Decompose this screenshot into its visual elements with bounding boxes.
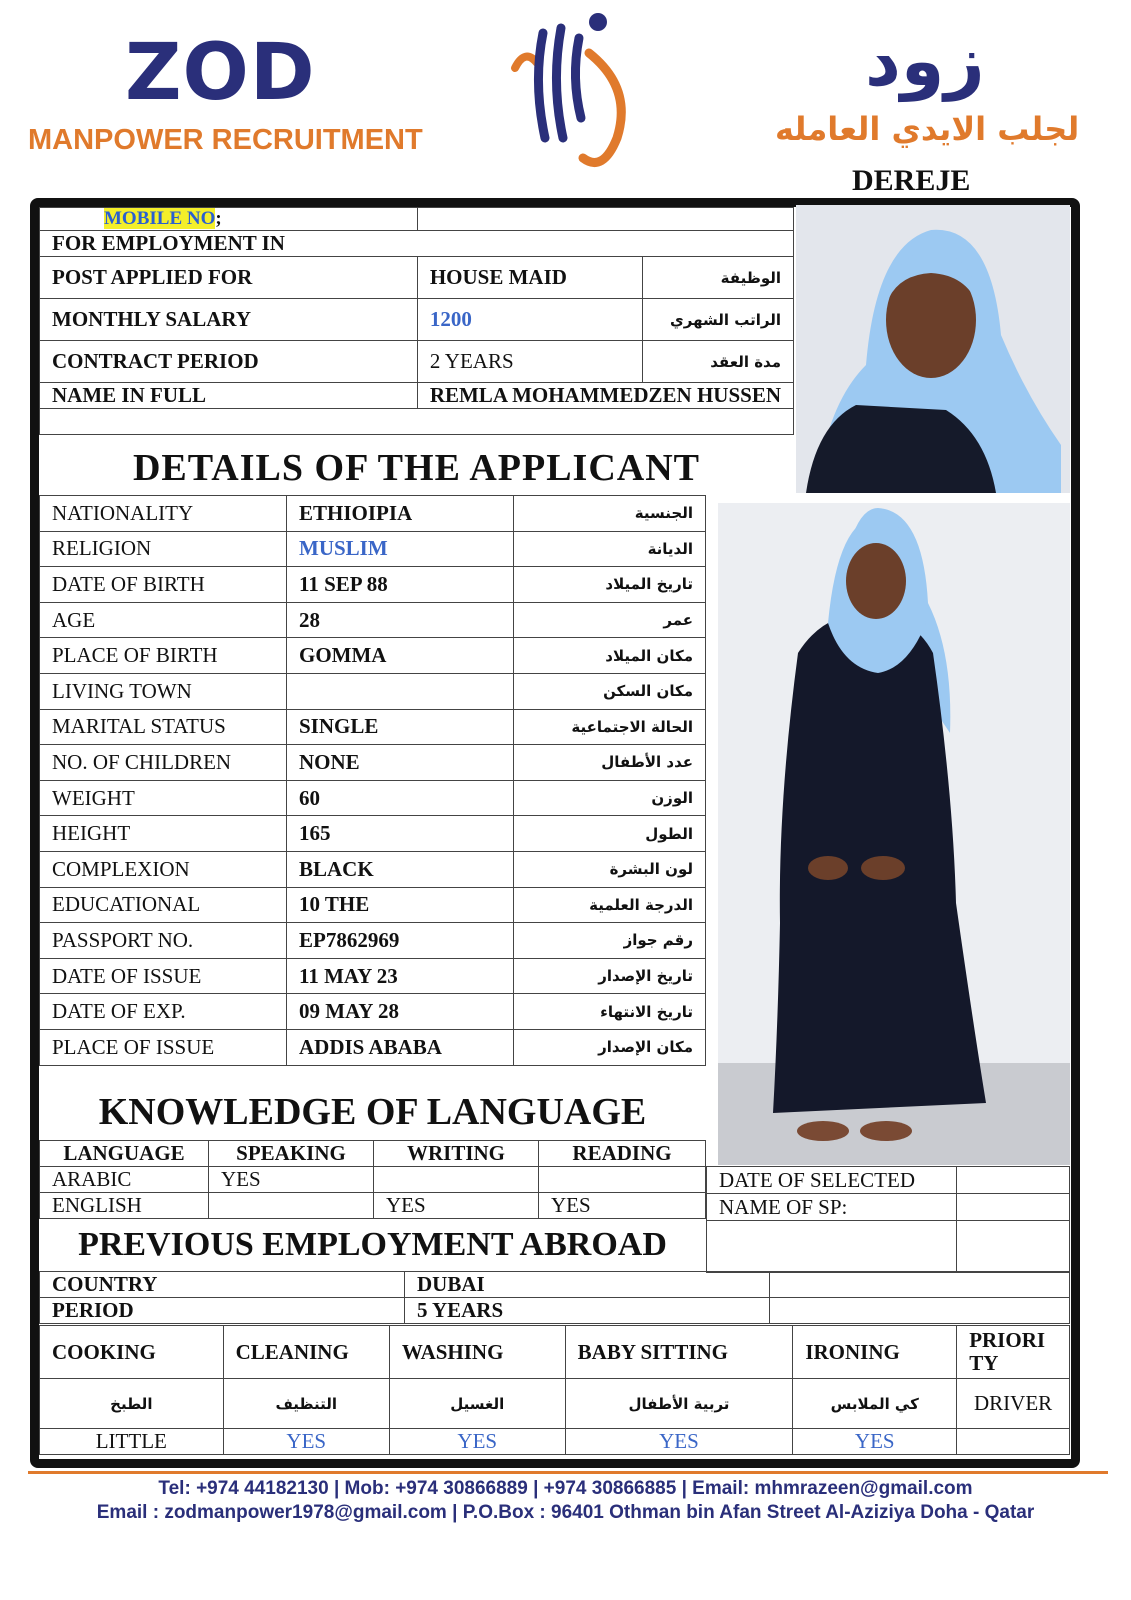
detail-label: PLACE OF BIRTH bbox=[40, 638, 287, 674]
language-writing bbox=[374, 1167, 539, 1193]
cleaning-arabic: التنظيف bbox=[223, 1379, 389, 1429]
detail-label: MARITAL STATUS bbox=[40, 709, 287, 745]
speaking-header: SPEAKING bbox=[209, 1141, 374, 1167]
detail-label: DATE OF BIRTH bbox=[40, 567, 287, 603]
employment-in: FOR EMPLOYMENT IN bbox=[40, 231, 794, 257]
agent-name: DEREJE bbox=[852, 164, 971, 197]
sponsor-value bbox=[957, 1194, 1070, 1221]
post-arabic: الوظيفة bbox=[642, 257, 793, 299]
detail-row bbox=[40, 709, 706, 745]
language-writing: YES bbox=[374, 1193, 539, 1219]
washing-level: YES bbox=[389, 1429, 565, 1455]
cleaning-header: CLEANING bbox=[223, 1326, 389, 1379]
detail-label: AGE bbox=[40, 602, 287, 638]
salary-arabic: الراتب الشهري bbox=[642, 299, 793, 341]
language-title: KNOWLEDGE OF LANGUAGE bbox=[98, 1091, 647, 1133]
detail-value: BLACK bbox=[287, 851, 514, 887]
sponsor-label: NAME OF SP: bbox=[707, 1194, 957, 1221]
detail-value: 28 bbox=[287, 602, 514, 638]
language-reading: YES bbox=[539, 1193, 706, 1219]
brand-arabic-subtitle: لجلب الايدي العامله bbox=[775, 110, 1080, 148]
cooking-header: COOKING bbox=[40, 1326, 224, 1379]
detail-value: ETHIOIPIA bbox=[287, 496, 514, 532]
detail-label: WEIGHT bbox=[40, 780, 287, 816]
detail-arabic-label: الجنسية bbox=[514, 496, 706, 532]
salary-label: MONTHLY SALARY bbox=[40, 299, 418, 341]
detail-row bbox=[40, 531, 706, 567]
washing-arabic: الغسيل bbox=[389, 1379, 565, 1429]
selection-table bbox=[706, 1166, 1070, 1273]
previous-employment-table bbox=[39, 1271, 1070, 1324]
detail-value: 165 bbox=[287, 816, 514, 852]
period-label: PERIOD bbox=[40, 1298, 405, 1324]
footer-contact-line-1: Tel: +974 44182130 | Mob: +974 30866889 | +974 30866885 | Email: mhmrazeen@gmail.com bbox=[158, 1478, 973, 1499]
detail-label: EDUCATIONAL bbox=[40, 887, 287, 923]
skills-level-row bbox=[40, 1429, 1070, 1455]
ironing-header: IRONING bbox=[793, 1326, 957, 1379]
detail-row bbox=[40, 851, 706, 887]
language-row bbox=[40, 1167, 706, 1193]
brand-arabic-name: زود bbox=[865, 20, 985, 102]
contract-label: CONTRACT PERIOD bbox=[40, 341, 418, 383]
detail-value: GOMMA bbox=[287, 638, 514, 674]
priority-level bbox=[957, 1429, 1070, 1455]
detail-label: PLACE OF ISSUE bbox=[40, 1029, 287, 1065]
detail-arabic-label: عدد الأطفال bbox=[514, 745, 706, 781]
spacer-row bbox=[40, 409, 794, 435]
detail-value: EP7862969 bbox=[287, 923, 514, 959]
name-value: REMLA MOHAMMEDZEN HUSSEN bbox=[417, 383, 793, 409]
portrait-illustration bbox=[796, 205, 1070, 493]
baby-sitting-level: YES bbox=[565, 1429, 793, 1455]
detail-label: NATIONALITY bbox=[40, 496, 287, 532]
contract-arabic: مدة العقد bbox=[642, 341, 793, 383]
detail-arabic-label: تاريخ الإصدار bbox=[514, 958, 706, 994]
detail-arabic-label: رقم جواز bbox=[514, 923, 706, 959]
details-title: DETAILS OF THE APPLICANT bbox=[132, 447, 701, 489]
contract-value: 2 YEARS bbox=[417, 341, 642, 383]
language-reading bbox=[539, 1167, 706, 1193]
priority-header: PRIORI TY bbox=[957, 1326, 1070, 1379]
details-table bbox=[39, 495, 706, 1066]
detail-row bbox=[40, 567, 706, 603]
detail-row bbox=[40, 994, 706, 1030]
detail-value: 60 bbox=[287, 780, 514, 816]
washing-header: WASHING bbox=[389, 1326, 565, 1379]
language-speaking bbox=[209, 1193, 374, 1219]
language-speaking: YES bbox=[209, 1167, 374, 1193]
detail-label: DATE OF EXP. bbox=[40, 994, 287, 1030]
baby-sitting-arabic: تربية الأطفال bbox=[565, 1379, 793, 1429]
reading-header: READING bbox=[539, 1141, 706, 1167]
ironing-level: YES bbox=[793, 1429, 957, 1455]
table-row bbox=[40, 299, 794, 341]
mobile-label-cell bbox=[40, 208, 418, 231]
salary-value: 1200 bbox=[417, 299, 642, 341]
country-label: COUNTRY bbox=[40, 1272, 405, 1298]
detail-row bbox=[40, 745, 706, 781]
detail-value: 11 SEP 88 bbox=[287, 567, 514, 603]
detail-arabic-label: الحالة الاجتماعية bbox=[514, 709, 706, 745]
detail-row bbox=[40, 958, 706, 994]
detail-value: SINGLE bbox=[287, 709, 514, 745]
empty-cell bbox=[957, 1221, 1070, 1273]
previous-employment-title: PREVIOUS EMPLOYMENT ABROAD bbox=[78, 1226, 667, 1263]
detail-arabic-label: الديانة bbox=[514, 531, 706, 567]
cleaning-level: YES bbox=[223, 1429, 389, 1455]
country-value: DUBAI bbox=[405, 1272, 770, 1298]
detail-arabic-label: مكان الإصدار bbox=[514, 1029, 706, 1065]
detail-value: 10 THE bbox=[287, 887, 514, 923]
footer-contact-line-2: Email : zodmanpower1978@gmail.com | P.O.Box : 96401 Othman bin Afan Street Al-Aziziya Doha - Qatar bbox=[96, 1502, 1035, 1523]
detail-label: COMPLEXION bbox=[40, 851, 287, 887]
company-logo bbox=[505, 8, 635, 173]
language-table bbox=[39, 1140, 706, 1219]
skills-table bbox=[39, 1325, 1070, 1455]
detail-label: DATE OF ISSUE bbox=[40, 958, 287, 994]
applicant-portrait-photo bbox=[796, 205, 1070, 493]
baby-sitting-header: BABY SITTING bbox=[565, 1326, 793, 1379]
detail-row bbox=[40, 887, 706, 923]
detail-label: RELIGION bbox=[40, 531, 287, 567]
detail-label: LIVING TOWN bbox=[40, 673, 287, 709]
table-row bbox=[40, 383, 794, 409]
detail-row bbox=[40, 638, 706, 674]
detail-row bbox=[40, 816, 706, 852]
detail-arabic-label: الدرجة العلمية bbox=[514, 887, 706, 923]
detail-arabic-label: تاريخ الانتهاء bbox=[514, 994, 706, 1030]
detail-arabic-label: الطول bbox=[514, 816, 706, 852]
skills-arabic-row bbox=[40, 1379, 1070, 1429]
table-row bbox=[40, 341, 794, 383]
detail-arabic-label: الوزن bbox=[514, 780, 706, 816]
cooking-arabic: الطبخ bbox=[40, 1379, 224, 1429]
language-name: ARABIC bbox=[40, 1167, 209, 1193]
detail-row bbox=[40, 1029, 706, 1065]
language-header-row bbox=[40, 1141, 706, 1167]
detail-value: ADDIS ABABA bbox=[287, 1029, 514, 1065]
table-row bbox=[40, 257, 794, 299]
detail-value: 11 MAY 23 bbox=[287, 958, 514, 994]
mobile-value bbox=[417, 208, 793, 231]
mobile-label: MOBILE NO bbox=[104, 208, 216, 229]
post-label: POST APPLIED FOR bbox=[40, 257, 418, 299]
date-selected-value bbox=[957, 1167, 1070, 1194]
detail-label: NO. OF CHILDREN bbox=[40, 745, 287, 781]
detail-row bbox=[40, 780, 706, 816]
empty-cell bbox=[707, 1221, 957, 1273]
employment-table bbox=[39, 207, 794, 435]
detail-row bbox=[40, 923, 706, 959]
detail-value: MUSLIM bbox=[287, 531, 514, 567]
full-body-illustration bbox=[718, 503, 1070, 1165]
detail-value bbox=[287, 673, 514, 709]
language-name: ENGLISH bbox=[40, 1193, 209, 1219]
detail-row bbox=[40, 496, 706, 532]
detail-row bbox=[40, 673, 706, 709]
skills-header-row bbox=[40, 1326, 1070, 1379]
detail-value: NONE bbox=[287, 745, 514, 781]
brand-subtitle: MANPOWER RECRUITMENT bbox=[28, 124, 423, 156]
language-header: LANGUAGE bbox=[40, 1141, 209, 1167]
detail-row bbox=[40, 602, 706, 638]
detail-arabic-label: لون البشرة bbox=[514, 851, 706, 887]
detail-value: 09 MAY 28 bbox=[287, 994, 514, 1030]
empty-cell bbox=[770, 1298, 1070, 1324]
footer-divider bbox=[28, 1471, 1108, 1474]
brand-name: ZOD bbox=[125, 28, 316, 118]
language-row bbox=[40, 1193, 706, 1219]
writing-header: WRITING bbox=[374, 1141, 539, 1167]
mobile-suffix: ; bbox=[215, 208, 222, 229]
detail-arabic-label: مكان الميلاد bbox=[514, 638, 706, 674]
date-selected-label: DATE OF SELECTED bbox=[707, 1167, 957, 1194]
ironing-arabic: كي الملابس bbox=[793, 1379, 957, 1429]
detail-arabic-label: عمر bbox=[514, 602, 706, 638]
detail-arabic-label: تاريخ الميلاد bbox=[514, 567, 706, 603]
applicant-full-body-photo bbox=[718, 503, 1070, 1165]
detail-label: HEIGHT bbox=[40, 816, 287, 852]
priority-value: DRIVER bbox=[957, 1379, 1070, 1429]
period-value: 5 YEARS bbox=[405, 1298, 770, 1324]
detail-label: PASSPORT NO. bbox=[40, 923, 287, 959]
cooking-level: LITTLE bbox=[40, 1429, 224, 1455]
name-label: NAME IN FULL bbox=[40, 383, 418, 409]
empty-cell bbox=[770, 1272, 1070, 1298]
post-value: HOUSE MAID bbox=[417, 257, 642, 299]
detail-arabic-label: مكان السكن bbox=[514, 673, 706, 709]
